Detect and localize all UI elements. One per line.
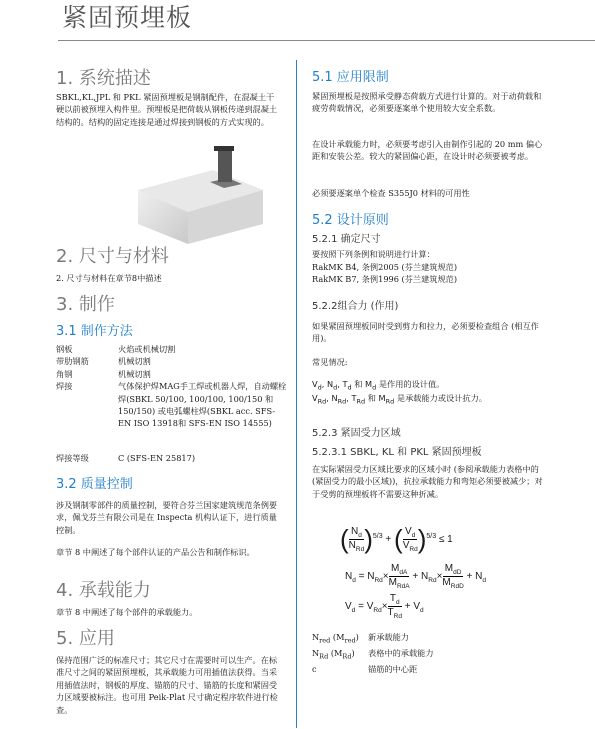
regulation-line: RakMK B4, 条例2005 (芬兰建筑规范) (312, 262, 458, 272)
heading-application: 5. 应用 (56, 628, 115, 649)
method-row: 角钢 机械切割 (56, 368, 151, 379)
regulation-line: RakMK B7, 条例1996 (芬兰建筑规范) (312, 274, 458, 284)
quality-control-text: 涉及钢制零部件的质量控制，要符合芬兰国家建筑规范条例要求，佩戈芬兰有限公司是在 Inspecta 机构认证下，进行质量控制。 (56, 500, 278, 535)
combined-forces-text: 如果紧固预埋板同时受到剪力和拉力，必须要检查组合 (相互作用)。 (312, 321, 539, 344)
system-description-text: SBKL,KL,JPL 和 PKL 紧固预埋板是钢制配件，在混凝土干硬以前被预埋入构件里。预埋板是把荷载从钢板传递到混凝土结构的。结构的固定连接是通过焊接到钢板的方式实现的。 (56, 92, 278, 127)
title-rule (58, 40, 595, 41)
heading-quality-control: 3.2 质量控制 (56, 477, 133, 492)
page-title: 紧固预埋板 (62, 3, 193, 32)
design-values-line: $V_d$, $N_d$, $T_d$ 和 $M_d$ 是作用的设计值。 (312, 379, 445, 392)
heading-manufacture: 3. 制作 (56, 294, 115, 315)
heading-system-description: 1. 系统描述 (56, 68, 151, 89)
legend-row: c 锚筋的中心距 (312, 664, 418, 675)
quality-control-text-2: 章节 8 中阐述了每个部件认证的产品公告和制作标识。 (56, 547, 255, 557)
heading-design-principles: 5.2 设计原则 (312, 213, 389, 228)
interaction-formula: ( $\frac{N_d}{N_{Rd}}$ )$^{5/3}$ + ( $\frac{V_d}{V_{Rd}}$ )$^{5/3}$ ≤ 1 (340, 524, 453, 554)
column-divider (296, 60, 297, 728)
sizing-text: 要按照下列条例和说明进行计算： (312, 249, 435, 259)
application-text: 保持范围广泛的标准尺寸；其它尺寸在需要时可以生产。在标准尺寸之间的紧固预埋板，其承载能力可用插值法获得。当采用插值法时，钢板的厚度、锚筋的尺寸、锚筋的长度和紧固受力区域要被标注。也可用 Peik-Plat 尺寸确定程序软件进行检查。 (56, 655, 278, 715)
heading-load-capacity: 4. 承载能力 (56, 580, 151, 601)
heading-sbkl-plates: 5.2.3.1 SBKL, KL 和 PKL 紧固预埋板 (312, 447, 482, 458)
method-row: 钢板 火焰或机械切割 (56, 344, 176, 354)
heading-sizing: 5.2.1 确定尺寸 (312, 234, 381, 245)
heading-fixing-area: 5.2.3 紧固受力区域 (312, 428, 401, 439)
heading-dimensions: 2. 尺寸与材料 (56, 246, 169, 267)
embed-plate-illustration (118, 140, 268, 245)
shear-force-formula: $V_d = V_{Rd}\times$ $\frac{T_d}{T_{Rd}}$ + $V_d$ (345, 593, 424, 620)
legend-row: $N_{Rd}$ $(M_{Rd})$ 表格中的承载能力 (312, 648, 434, 661)
limits-text-1: 紧固预埋板是按照承受静态荷载方式进行计算的。对于动荷载和疲劳荷载情况，必须要逐案单个使用较大安全系数。 (312, 91, 542, 114)
common-case-label: 常见情况: (312, 357, 348, 367)
fixing-area-text: 在实际紧固受力区域比要求的区域小时 (参阅承载能力表格中的 (紧固受力的最小区域))，抗拉承载能力和弯矩必须要被减少；对于受剪的预埋板将不需要这种折减。 (312, 464, 543, 499)
symbol-legend (312, 631, 538, 676)
heading-combined-forces: 5.2.2组合力 (作用) (312, 301, 399, 312)
limits-text-2: 在设计承载能力时，必须要考虑引入由制作引起的 20 mm 偏心距和安装公差。较大的紧固偏心距，在设计时必须要被考虑。 (312, 139, 543, 162)
method-row: 焊接 气体保护焊MAG手工焊或机器人焊，自动螺栓焊(SBKL 50/100, 100/100, 100/150 和150/150) 或电弧螺柱焊(SBKL acc. SFS-EN ISO 13918和 SFS-EN ISO 14555) (56, 381, 287, 429)
load-capacity-text: 章节 8 中阐述了每个部件的承载能力。 (56, 607, 198, 617)
manufacture-method-list (56, 343, 288, 430)
resistance-values-line: $V_{Rd}$, $N_{Rd}$, $T_{Rd}$ 和 $M_{Rd}$ 是承载能力或设计抗力。 (312, 393, 487, 406)
limits-text-3: 必须要逐案单个检查 S355J0 材料的可用性 (312, 188, 470, 198)
weld-class: 焊接等级 C (SFS-EN 25817) (56, 453, 196, 463)
dimensions-text: 2. 尺寸与材料在章节8中描述 (56, 273, 162, 283)
method-row: 带肋钢筋 机械切割 (56, 356, 151, 367)
heading-limits: 5.1 应用限制 (312, 70, 389, 85)
legend-row: $N_{red}$ $(M_{red})$ 新承载能力 (312, 632, 409, 645)
normal-force-formula: $N_d = N_{Rd}\times$ $\frac{M_{dA}}{M_{RdA}}$ + $N_{Rd}\times$ $\frac{M_{dD}}{M_{RdD}}$ + $N_d$ (345, 563, 487, 590)
heading-manufacture-method: 3.1 制作方法 (56, 324, 133, 339)
